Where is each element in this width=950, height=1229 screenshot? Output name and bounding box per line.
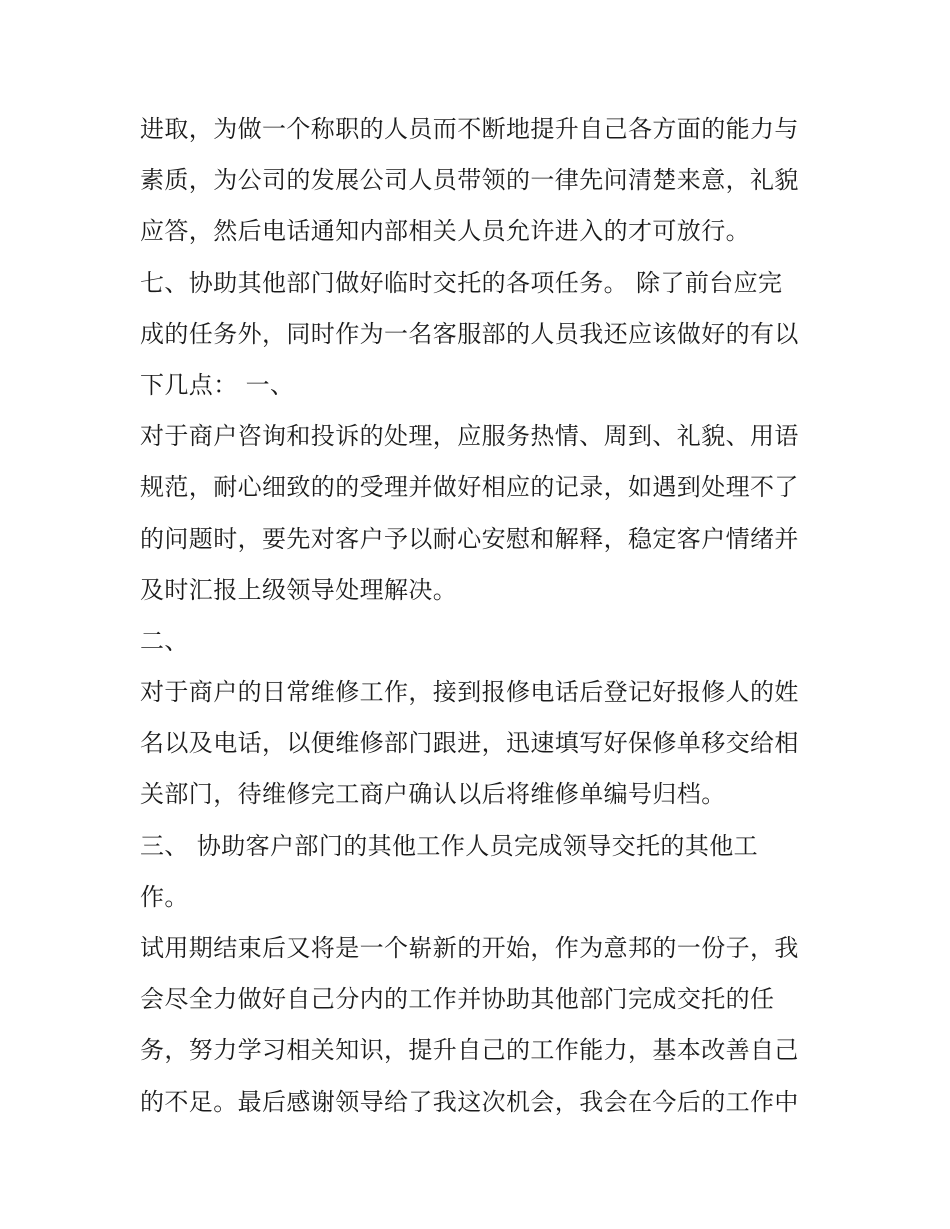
text-line: 的问题时，要先对客户予以耐心安慰和解释，稳定客户情绪并 xyxy=(140,524,799,553)
text-line: 成的任务外，同时作为一名客服部的人员我还应该做好的有以 xyxy=(140,319,799,348)
text-line: 的不足。最后感谢领导给了我这次机会，我会在今后的工作中 xyxy=(140,1087,799,1116)
text-line: 素质，为公司的发展公司人员带领的一律先问清楚来意，礼貌 xyxy=(140,166,799,195)
body-text xyxy=(140,104,820,1128)
text-line: 进取，为做一个称职的人员而不断地提升自己各方面的能力与 xyxy=(140,115,799,143)
text-line: 对于商户的日常维修工作，接到报修电话后登记好报修人的姓 xyxy=(140,678,799,707)
text-line: 关部门，待维修完工商户确认以后将维修单编号归档。 xyxy=(140,780,726,809)
text-line: 作。 xyxy=(140,882,189,911)
text-line: 会尽全力做好自己分内的工作并协助其他部门完成交托的任 xyxy=(140,985,775,1014)
text-line: 二、 xyxy=(140,626,189,655)
text-line: 名以及电话，以便维修部门跟进，迅速填写好保修单移交给相 xyxy=(140,729,799,758)
text-line: 务，努力学习相关知识，提升自己的工作能力，基本改善自己 xyxy=(140,1036,799,1065)
text-line: 规范，耐心细致的的受理并做好相应的记录，如遇到处理不了 xyxy=(140,473,799,502)
text-line: 应答，然后电话通知内部相关人员允许进入的才可放行。 xyxy=(140,217,750,246)
text-line: 及时汇报上级领导处理解决。 xyxy=(140,575,458,604)
text-line: 对于商户咨询和投诉的处理，应服务热情、周到、礼貌、用语 xyxy=(140,422,799,451)
text-line: 三、 协助客户部门的其他工作人员完成领导交托的其他工 xyxy=(140,831,759,860)
text-line: 试用期结束后又将是一个崭新的开始，作为意邦的一份子，我 xyxy=(140,934,799,962)
text-line: 下几点： 一、 xyxy=(140,370,295,399)
text-line: 七、协助其他部门做好临时交托的各项任务。 除了前台应完 xyxy=(140,268,783,297)
